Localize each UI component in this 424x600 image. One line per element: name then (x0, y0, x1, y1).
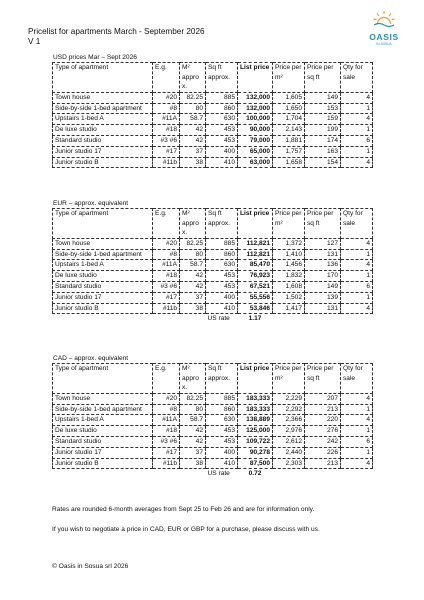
col-example-cell: #11A (153, 415, 180, 426)
empty-cell (180, 314, 206, 324)
empty-cell (273, 469, 305, 479)
col-price-sqft-cell: 153 (305, 103, 341, 114)
table-row (53, 436, 373, 447)
col-type-cell: Standard studio (53, 135, 153, 146)
logo-name: OASIS (369, 32, 399, 42)
table-row (53, 393, 373, 404)
col-price-sqft-cell: 149 (305, 92, 341, 103)
col-qty-cell: 4 (341, 114, 373, 125)
col-type-cell: Junior studio 17 (53, 447, 153, 458)
col-list-price-header: List price (238, 364, 273, 394)
rate-label: US rate (207, 470, 230, 478)
col-m2-header: M² appro x. (180, 209, 206, 239)
col-example-cell: #18 (153, 426, 180, 437)
col-m2-cell: 80 (180, 103, 206, 114)
eur-price-table (52, 208, 373, 324)
col-sqft-cell: 630 (206, 260, 238, 271)
col-price-m2-cell: 1,658 (273, 157, 305, 168)
col-list-price-cell: 67,521 (238, 281, 273, 292)
col-example-cell: #20 (153, 393, 180, 404)
col-price-sqft-cell: 154 (305, 157, 341, 168)
empty-cell (341, 469, 373, 479)
col-list-price-header: List price (238, 209, 273, 239)
table-row (53, 103, 373, 114)
col-sqft-cell: 885 (206, 92, 238, 103)
table-header-row (53, 364, 373, 394)
col-type-cell: Junior studio 17 (53, 146, 153, 157)
col-sqft-cell: 860 (206, 249, 238, 260)
col-qty-cell: 1 (341, 447, 373, 458)
table-header-row (53, 209, 373, 239)
col-list-price-cell: 55,556 (238, 292, 273, 303)
col-price-sqft-cell: 276 (305, 426, 341, 437)
empty-cell (180, 469, 206, 479)
col-price-sqft-cell: 159 (305, 114, 341, 125)
col-sqft-cell: 410 (206, 157, 238, 168)
empty-cell (273, 314, 305, 324)
col-list-price-cell: 138,889 (238, 415, 273, 426)
col-example-cell: #17 (153, 447, 180, 458)
col-price-m2-cell: 1,650 (273, 103, 305, 114)
col-m2-cell: 80 (180, 249, 206, 260)
col-type-cell: Side-by-side 1-bed apartment (53, 249, 153, 260)
col-price-m2-cell: 1,502 (273, 292, 305, 303)
cad-table-caption: CAD – approx. equivalent (53, 355, 129, 362)
col-price-sqft-cell: 139 (305, 292, 341, 303)
col-m2-cell: 42 (180, 436, 206, 447)
table-row (53, 125, 373, 136)
col-list-price-header: List price (238, 63, 273, 93)
col-price-sqft-cell: 226 (305, 447, 341, 458)
col-list-price-cell: 90,000 (238, 125, 273, 136)
col-example-cell: #3 #6 (153, 135, 180, 146)
col-price-sqft-header: Price per sq ft (305, 63, 341, 93)
table-row (53, 458, 373, 469)
col-price-m2-cell: 1,757 (273, 146, 305, 157)
col-list-price-cell: 79,000 (238, 135, 273, 146)
col-m2-cell: 38 (180, 303, 206, 314)
col-list-price-cell: 63,000 (238, 157, 273, 168)
table-row (53, 404, 373, 415)
table-row (53, 157, 373, 168)
col-price-m2-cell: 1,608 (273, 281, 305, 292)
col-list-price-cell: 183,333 (238, 393, 273, 404)
col-type-cell: Side-by-side 1-bed apartment (53, 404, 153, 415)
col-type-cell: Upstairs 1-bed A (53, 415, 153, 426)
col-m2-cell: 38 (180, 458, 206, 469)
col-qty-cell: 4 (341, 157, 373, 168)
col-price-sqft-header: Price per sq ft (305, 364, 341, 394)
col-qty-header: Qty for sale (341, 209, 373, 239)
col-example-cell: #11b (153, 458, 180, 469)
col-price-sqft-cell: 174 (305, 135, 341, 146)
col-type-cell: Junior studio B (53, 157, 153, 168)
col-type-cell: Upstairs 1-bed A (53, 114, 153, 125)
usd-price-table (52, 62, 373, 168)
col-qty-cell: 1 (341, 271, 373, 282)
col-sqft-cell: 453 (206, 436, 238, 447)
col-price-sqft-cell: 242 (305, 436, 341, 447)
col-example-cell: #20 (153, 92, 180, 103)
col-price-m2-cell: 1,881 (273, 135, 305, 146)
exchange-rate-row (53, 314, 373, 324)
col-price-m2-cell: 2,303 (273, 458, 305, 469)
col-m2-cell: 82.25 (180, 92, 206, 103)
col-example-header: E.g. (153, 63, 180, 93)
col-qty-cell: 1 (341, 103, 373, 114)
col-qty-cell: 6 (341, 135, 373, 146)
col-example-cell: #8 (153, 103, 180, 114)
title-line: Pricelist for apartments March - September 2026 (28, 27, 205, 36)
rate-value: 0.72 (248, 470, 262, 478)
exchange-rate-row (53, 469, 373, 479)
col-qty-cell: 4 (341, 260, 373, 271)
col-sqft-cell: 453 (206, 135, 238, 146)
col-sqft-cell: 400 (206, 447, 238, 458)
col-qty-cell: 4 (341, 415, 373, 426)
table-row (53, 92, 373, 103)
col-price-m2-cell: 2,612 (273, 436, 305, 447)
col-m2-cell: 37 (180, 146, 206, 157)
table-row (53, 238, 373, 249)
col-m2-cell: 42 (180, 426, 206, 437)
col-example-header: E.g. (153, 364, 180, 394)
table-row (53, 303, 373, 314)
col-qty-cell: 1 (341, 125, 373, 136)
col-type-cell: Town house (53, 92, 153, 103)
col-price-m2-header: Price per m² (273, 364, 305, 394)
col-list-price-cell: 109,722 (238, 436, 273, 447)
col-qty-header: Qty for sale (341, 63, 373, 93)
col-m2-cell: 80 (180, 404, 206, 415)
col-price-sqft-cell: 127 (305, 238, 341, 249)
col-qty-cell: 1 (341, 146, 373, 157)
col-list-price-cell: 112,821 (238, 238, 273, 249)
col-sqft-header: Sq ft approx. (206, 209, 238, 239)
col-price-m2-header: Price per m² (273, 63, 305, 93)
logo-subtitle: IN SOSUA (376, 42, 392, 46)
col-price-sqft-cell: 207 (305, 393, 341, 404)
oasis-logo (362, 10, 406, 46)
copyright-footer: © Oasis in Sosua srl 2026 (52, 563, 129, 570)
col-type-header: Type of apartment (53, 63, 153, 93)
col-example-cell: #11A (153, 260, 180, 271)
col-type-cell: De luxe studio (53, 271, 153, 282)
col-sqft-cell: 453 (206, 125, 238, 136)
col-price-sqft-cell: 131 (305, 249, 341, 260)
table-row (53, 281, 373, 292)
col-sqft-cell: 453 (206, 426, 238, 437)
col-price-m2-cell: 2,143 (273, 125, 305, 136)
col-example-cell: #11A (153, 114, 180, 125)
col-m2-header: M² appro x. (180, 63, 206, 93)
col-list-price-cell: 132,000 (238, 103, 273, 114)
col-type-cell: De luxe studio (53, 125, 153, 136)
usd-table-caption: USD prices Mar – Sept 2026 (53, 54, 137, 61)
col-sqft-cell: 400 (206, 146, 238, 157)
col-example-cell: #11b (153, 303, 180, 314)
sun-logo-icon (371, 10, 397, 28)
col-qty-cell: 6 (341, 436, 373, 447)
col-qty-cell: 1 (341, 404, 373, 415)
col-sqft-cell: 630 (206, 415, 238, 426)
col-type-cell: Junior studio B (53, 303, 153, 314)
col-example-cell: #20 (153, 238, 180, 249)
table-row (53, 249, 373, 260)
col-qty-cell: 4 (341, 393, 373, 404)
col-m2-cell: 37 (180, 447, 206, 458)
col-list-price-cell: 183,333 (238, 404, 273, 415)
col-price-m2-cell: 2,976 (273, 426, 305, 437)
col-price-sqft-cell: 220 (305, 415, 341, 426)
col-list-price-cell: 100,000 (238, 114, 273, 125)
col-list-price-cell: 125,000 (238, 426, 273, 437)
col-sqft-cell: 860 (206, 103, 238, 114)
empty-cell (53, 314, 153, 324)
col-list-price-cell: 87,500 (238, 458, 273, 469)
table-header-row (53, 63, 373, 93)
empty-cell (305, 314, 341, 324)
table-row (53, 415, 373, 426)
empty-cell (153, 469, 180, 479)
col-m2-cell: 42 (180, 135, 206, 146)
negotiation-note: If you wish to negotiate a price in CAD, EUR or GBP for a purchase, please discuss with us. (52, 526, 320, 533)
col-price-sqft-cell: 213 (305, 404, 341, 415)
col-qty-cell: 4 (341, 238, 373, 249)
empty-cell (341, 314, 373, 324)
col-type-cell: Town house (53, 238, 153, 249)
col-qty-header: Qty for sale (341, 364, 373, 394)
col-price-sqft-cell: 131 (305, 303, 341, 314)
col-qty-cell: 1 (341, 292, 373, 303)
table-row (53, 271, 373, 282)
col-qty-cell: 1 (341, 426, 373, 437)
col-example-cell: #17 (153, 146, 180, 157)
empty-cell (305, 469, 341, 479)
col-m2-cell: 82.25 (180, 238, 206, 249)
col-type-cell: Town house (53, 393, 153, 404)
eur-table-caption: EUR – approx. equivalent (53, 200, 129, 207)
col-sqft-cell: 885 (206, 393, 238, 404)
col-price-m2-cell: 1,605 (273, 92, 305, 103)
table-row (53, 447, 373, 458)
col-type-cell: Junior studio 17 (53, 292, 153, 303)
col-m2-cell: 37 (180, 292, 206, 303)
col-m2-cell: 42 (180, 271, 206, 282)
col-type-header: Type of apartment (53, 364, 153, 394)
col-list-price-cell: 132,000 (238, 92, 273, 103)
col-list-price-cell: 76,923 (238, 271, 273, 282)
col-list-price-cell: 90,278 (238, 447, 273, 458)
table-row (53, 426, 373, 437)
col-example-cell: #8 (153, 404, 180, 415)
col-price-m2-cell: 2,440 (273, 447, 305, 458)
table-row (53, 114, 373, 125)
col-type-cell: De luxe studio (53, 426, 153, 437)
col-sqft-cell: 410 (206, 458, 238, 469)
col-type-cell: Standard studio (53, 281, 153, 292)
col-sqft-header: Sq ft approx. (206, 364, 238, 394)
version-line: V 1 (28, 37, 41, 46)
col-qty-cell: 4 (341, 92, 373, 103)
col-m2-cell: 82.25 (180, 393, 206, 404)
col-price-sqft-header: Price per sq ft (305, 209, 341, 239)
col-example-cell: #18 (153, 271, 180, 282)
col-example-cell: #8 (153, 249, 180, 260)
col-sqft-cell: 860 (206, 404, 238, 415)
col-list-price-cell: 53,846 (238, 303, 273, 314)
col-price-m2-cell: 2,366 (273, 415, 305, 426)
col-sqft-cell: 400 (206, 292, 238, 303)
col-type-cell: Upstairs 1-bed A (53, 260, 153, 271)
col-price-m2-cell: 2,292 (273, 404, 305, 415)
col-price-m2-cell: 1,417 (273, 303, 305, 314)
col-price-sqft-cell: 199 (305, 125, 341, 136)
rate-label: US rate (207, 315, 230, 323)
col-type-cell: Standard studio (53, 436, 153, 447)
rates-note: Rates are rounded 6-month averages from Sept 25 to Feb 26 and are for information only. (52, 506, 315, 513)
col-price-m2-cell: 1,456 (273, 260, 305, 271)
col-example-header: E.g. (153, 209, 180, 239)
col-list-price-cell: 85,470 (238, 260, 273, 271)
col-sqft-cell: 630 (206, 114, 238, 125)
col-sqft-cell: 410 (206, 303, 238, 314)
col-price-m2-cell: 1,832 (273, 271, 305, 282)
col-example-cell: #3 #6 (153, 281, 180, 292)
col-qty-cell: 1 (341, 249, 373, 260)
col-price-m2-header: Price per m² (273, 209, 305, 239)
col-price-sqft-cell: 149 (305, 281, 341, 292)
col-m2-cell: 42 (180, 125, 206, 136)
col-price-m2-cell: 1,410 (273, 249, 305, 260)
cad-price-table (52, 363, 373, 479)
col-price-m2-cell: 1,372 (273, 238, 305, 249)
col-sqft-header: Sq ft approx. (206, 63, 238, 93)
rate-value: 1.17 (248, 315, 262, 323)
col-type-cell: Side-by-side 1-bed apartment (53, 103, 153, 114)
col-example-cell: #11b (153, 157, 180, 168)
col-example-cell: #18 (153, 125, 180, 136)
col-list-price-cell: 65,000 (238, 146, 273, 157)
col-price-sqft-cell: 170 (305, 271, 341, 282)
col-price-m2-cell: 2,229 (273, 393, 305, 404)
table-row (53, 292, 373, 303)
col-type-header: Type of apartment (53, 209, 153, 239)
col-qty-cell: 4 (341, 303, 373, 314)
col-sqft-cell: 885 (206, 238, 238, 249)
col-price-sqft-cell: 213 (305, 458, 341, 469)
col-example-cell: #3 #6 (153, 436, 180, 447)
table-row (53, 146, 373, 157)
col-m2-cell: 58.7 (180, 114, 206, 125)
col-list-price-cell: 112,821 (238, 249, 273, 260)
col-qty-cell: 6 (341, 281, 373, 292)
table-row (53, 135, 373, 146)
col-price-m2-cell: 1,704 (273, 114, 305, 125)
col-m2-cell: 42 (180, 281, 206, 292)
col-qty-cell: 4 (341, 458, 373, 469)
empty-cell (53, 469, 153, 479)
col-type-cell: Junior studio B (53, 458, 153, 469)
col-m2-cell: 58.7 (180, 415, 206, 426)
col-price-sqft-cell: 163 (305, 146, 341, 157)
document-title (28, 27, 205, 47)
col-price-sqft-cell: 136 (305, 260, 341, 271)
col-m2-header: M² appro x. (180, 364, 206, 394)
col-sqft-cell: 453 (206, 281, 238, 292)
col-sqft-cell: 453 (206, 271, 238, 282)
table-row (53, 260, 373, 271)
col-example-cell: #17 (153, 292, 180, 303)
col-m2-cell: 58.7 (180, 260, 206, 271)
empty-cell (153, 314, 180, 324)
col-m2-cell: 38 (180, 157, 206, 168)
